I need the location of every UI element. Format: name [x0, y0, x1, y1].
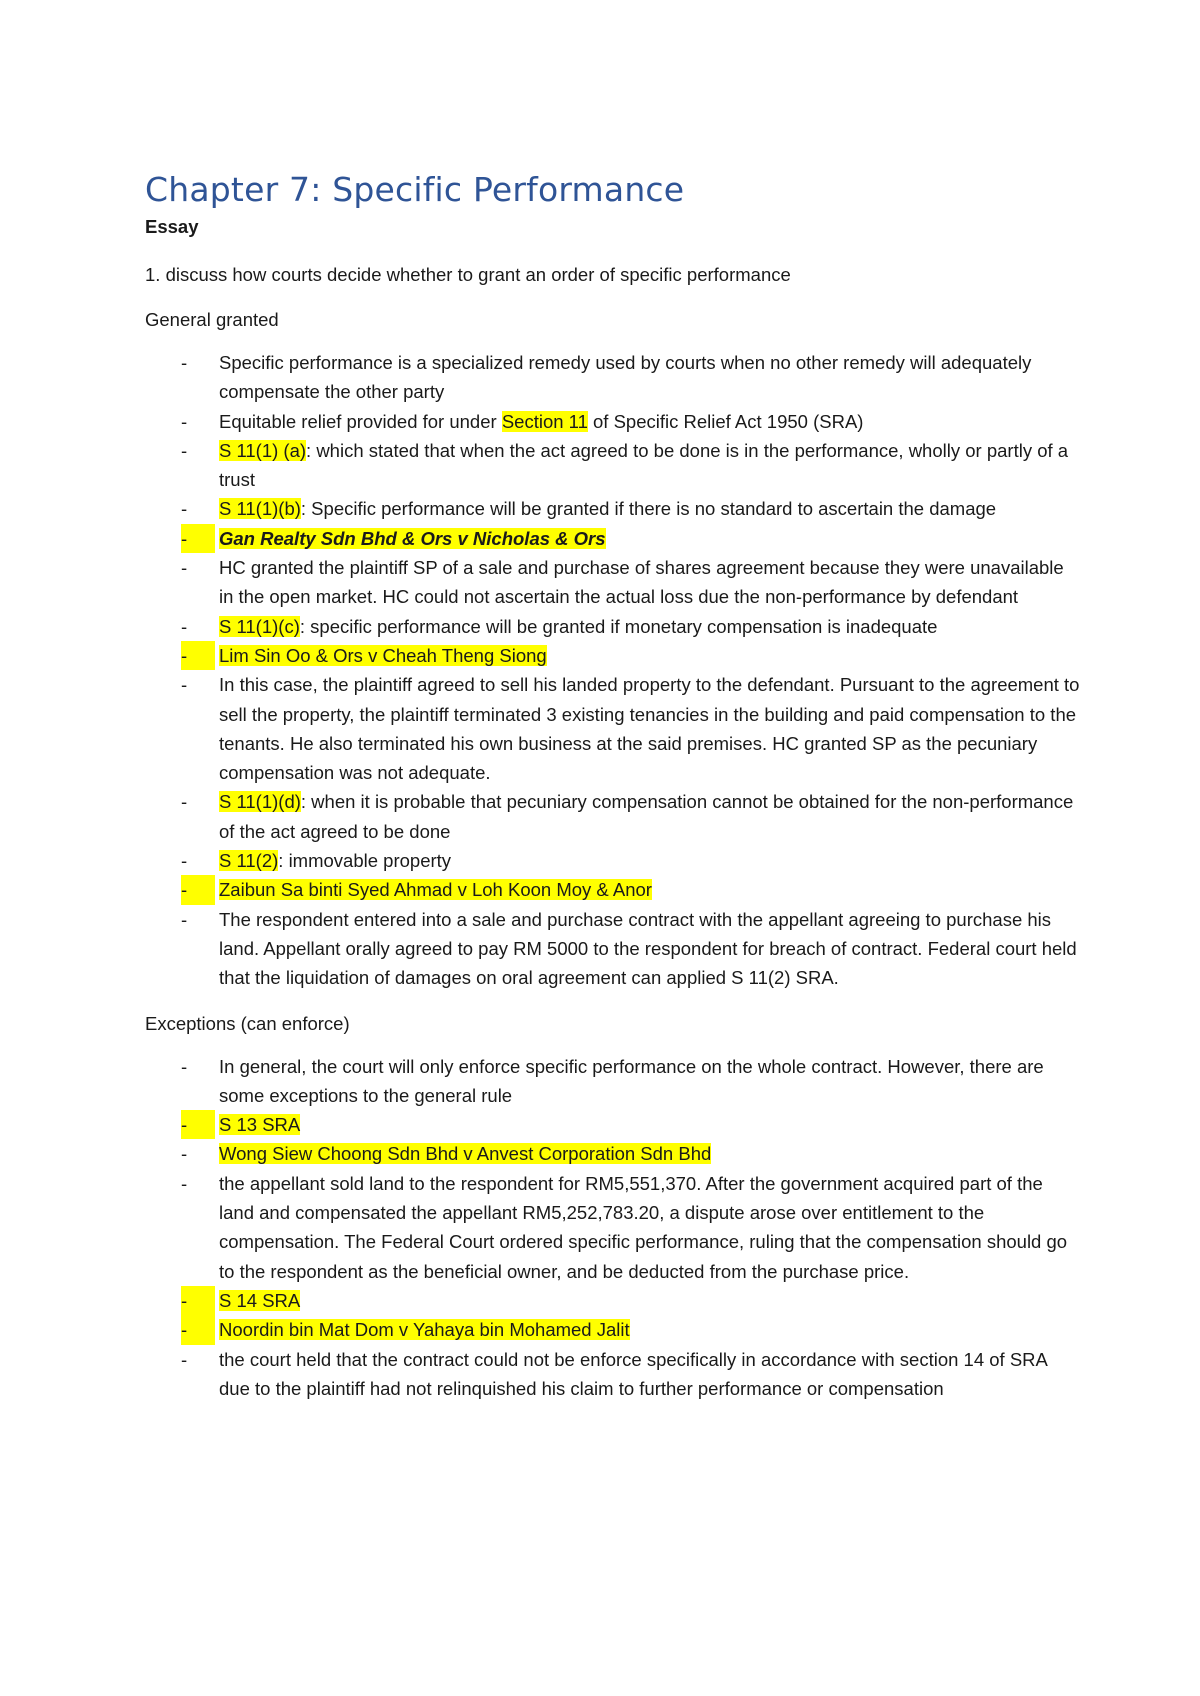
highlighted-text: Gan Realty Sdn Bhd & Ors v Nicholas & Ors — [219, 527, 606, 549]
item-text: of Specific Relief Act 1950 (SRA) — [587, 410, 864, 432]
list-item — [145, 524, 1080, 553]
list-item — [145, 407, 1080, 436]
highlighted-text: S 11(1)(b) — [219, 498, 301, 520]
list-item — [145, 641, 1080, 670]
list-item — [145, 787, 1080, 846]
bullet-dash: - — [181, 1172, 188, 1194]
item-text: In general, the court will only enforce specific performance on the whole contract. However, there are some exceptions to the general rule — [219, 1055, 1044, 1106]
bullet-dash: - — [181, 1286, 215, 1315]
list-item — [145, 553, 1080, 612]
list-item — [145, 875, 1080, 904]
bullet-dash: - — [181, 791, 188, 813]
list-item — [145, 494, 1080, 523]
item-text: Equitable relief provided for under — [219, 410, 502, 432]
highlighted-text: S 11(1)(d) — [219, 791, 301, 813]
list-item — [145, 1169, 1080, 1286]
item-text: The respondent entered into a sale and purchase contract with the appellant agreeing to purchase his land. Appellant orally agreed to pay RM 5000 to the respondent for breach of contract. Federal court held that the liquidation of damages on oral agreement can applied S 11(2) SRA. — [219, 908, 1077, 989]
bullet-dash: - — [181, 524, 215, 553]
bullet-dash: - — [181, 557, 188, 579]
bullet-dash: - — [181, 875, 215, 904]
list-item — [145, 1315, 1080, 1344]
document-body — [145, 305, 1080, 1403]
list-item — [145, 348, 1080, 407]
essay-question: 1. discuss how courts decide whether to grant an order of specific performance — [145, 264, 791, 285]
list-item — [145, 1139, 1080, 1168]
bullet-dash: - — [181, 850, 188, 872]
item-text: : specific performance will be granted if monetary compensation is inadequate — [299, 615, 938, 637]
list-item — [145, 846, 1080, 875]
highlighted-text: Zaibun Sa binti Syed Ahmad v Loh Koon Moy & Anor — [219, 879, 652, 901]
highlighted-text: Wong Siew Choong Sdn Bhd v Anvest Corporation Sdn Bhd — [219, 1143, 712, 1165]
bullet-dash: - — [181, 908, 188, 930]
item-text: the appellant sold land to the respondent for RM5,551,370. After the government acquired part of the land and compensated the appellant RM5,252,783.20, a dispute arose over entitlement to the compensation. The Federal Court ordered specific performance, ruling that the compensation should go to the respondent as the beneficial owner, and be deducted from the purchase price. — [219, 1172, 1068, 1282]
item-text: : when it is probable that pecuniary compensation cannot be obtained for the non-performance of the act agreed to be done — [219, 791, 1074, 842]
item-text: : which stated that when the act agreed to be done is in the performance, wholly or partly of a trust — [219, 439, 1069, 491]
bullet-dash: - — [181, 1110, 215, 1139]
bullet-dash: - — [181, 439, 188, 461]
item-text: In this case, the plaintiff agreed to sell his landed property to the defendant. Pursuant to the agreement to sell the property, the plaintiff terminated 3 existing tenancies in the building and paid compensation to the tenants. He also terminated his own business at the said premises. HC granted SP as the pecuniary compensation was not adequate. — [219, 674, 1080, 784]
list-item — [145, 436, 1080, 495]
highlighted-text: Section 11 — [501, 410, 588, 432]
bullet-dash: - — [181, 498, 188, 520]
highlighted-text: S 14 SRA — [219, 1289, 301, 1311]
item-text: HC granted the plaintiff SP of a sale and purchase of shares agreement because they were unavailable in the open market. HC could not ascertain the actual loss due the non-performance by defendant — [219, 557, 1064, 608]
list-item — [145, 905, 1080, 993]
item-text: the court held that the contract could not be enforce specifically in accordance with section 14 of SRA due to the plaintiff had not relinquished his claim to further performance or compensation — [219, 1348, 1047, 1399]
highlighted-text: Noordin bin Mat Dom v Yahaya bin Mohamed Jalit — [219, 1319, 630, 1341]
bullet-dash: - — [181, 674, 188, 696]
item-text: Specific performance is a specialized remedy used by courts when no other remedy will adequately compensate the other party — [219, 352, 1032, 403]
highlighted-text: S 13 SRA — [219, 1114, 301, 1136]
page-title: Chapter 7: Specific Performance — [145, 170, 685, 209]
item-text: : Specific performance will be granted if there is no standard to ascertain the damage — [300, 498, 997, 520]
highlighted-text: S 11(2) — [219, 850, 279, 872]
bullet-list — [145, 1052, 1080, 1404]
bullet-dash: - — [181, 641, 215, 670]
highlighted-text: S 11(1) (a) — [219, 439, 307, 461]
essay-subtitle: Essay — [145, 216, 199, 237]
highlighted-text: Lim Sin Oo & Ors v Cheah Theng Siong — [219, 644, 547, 666]
bullet-dash: - — [181, 615, 188, 637]
list-item — [145, 1052, 1080, 1111]
list-item — [145, 1110, 1080, 1139]
list-item — [145, 1345, 1080, 1404]
section-heading: Exceptions (can enforce) — [145, 1012, 350, 1034]
list-item — [145, 670, 1080, 787]
bullet-list — [145, 348, 1080, 993]
bullet-dash: - — [181, 352, 188, 373]
bullet-dash: - — [181, 1315, 215, 1344]
bullet-dash: - — [181, 1055, 188, 1077]
list-item — [145, 612, 1080, 641]
bullet-dash: - — [181, 1143, 188, 1165]
item-text: : immovable property — [278, 850, 452, 872]
section-heading: General granted — [145, 309, 279, 330]
list-item — [145, 1286, 1080, 1315]
highlighted-text: S 11(1)(c) — [219, 615, 300, 637]
bullet-dash: - — [181, 410, 188, 432]
bullet-dash: - — [181, 1348, 188, 1370]
